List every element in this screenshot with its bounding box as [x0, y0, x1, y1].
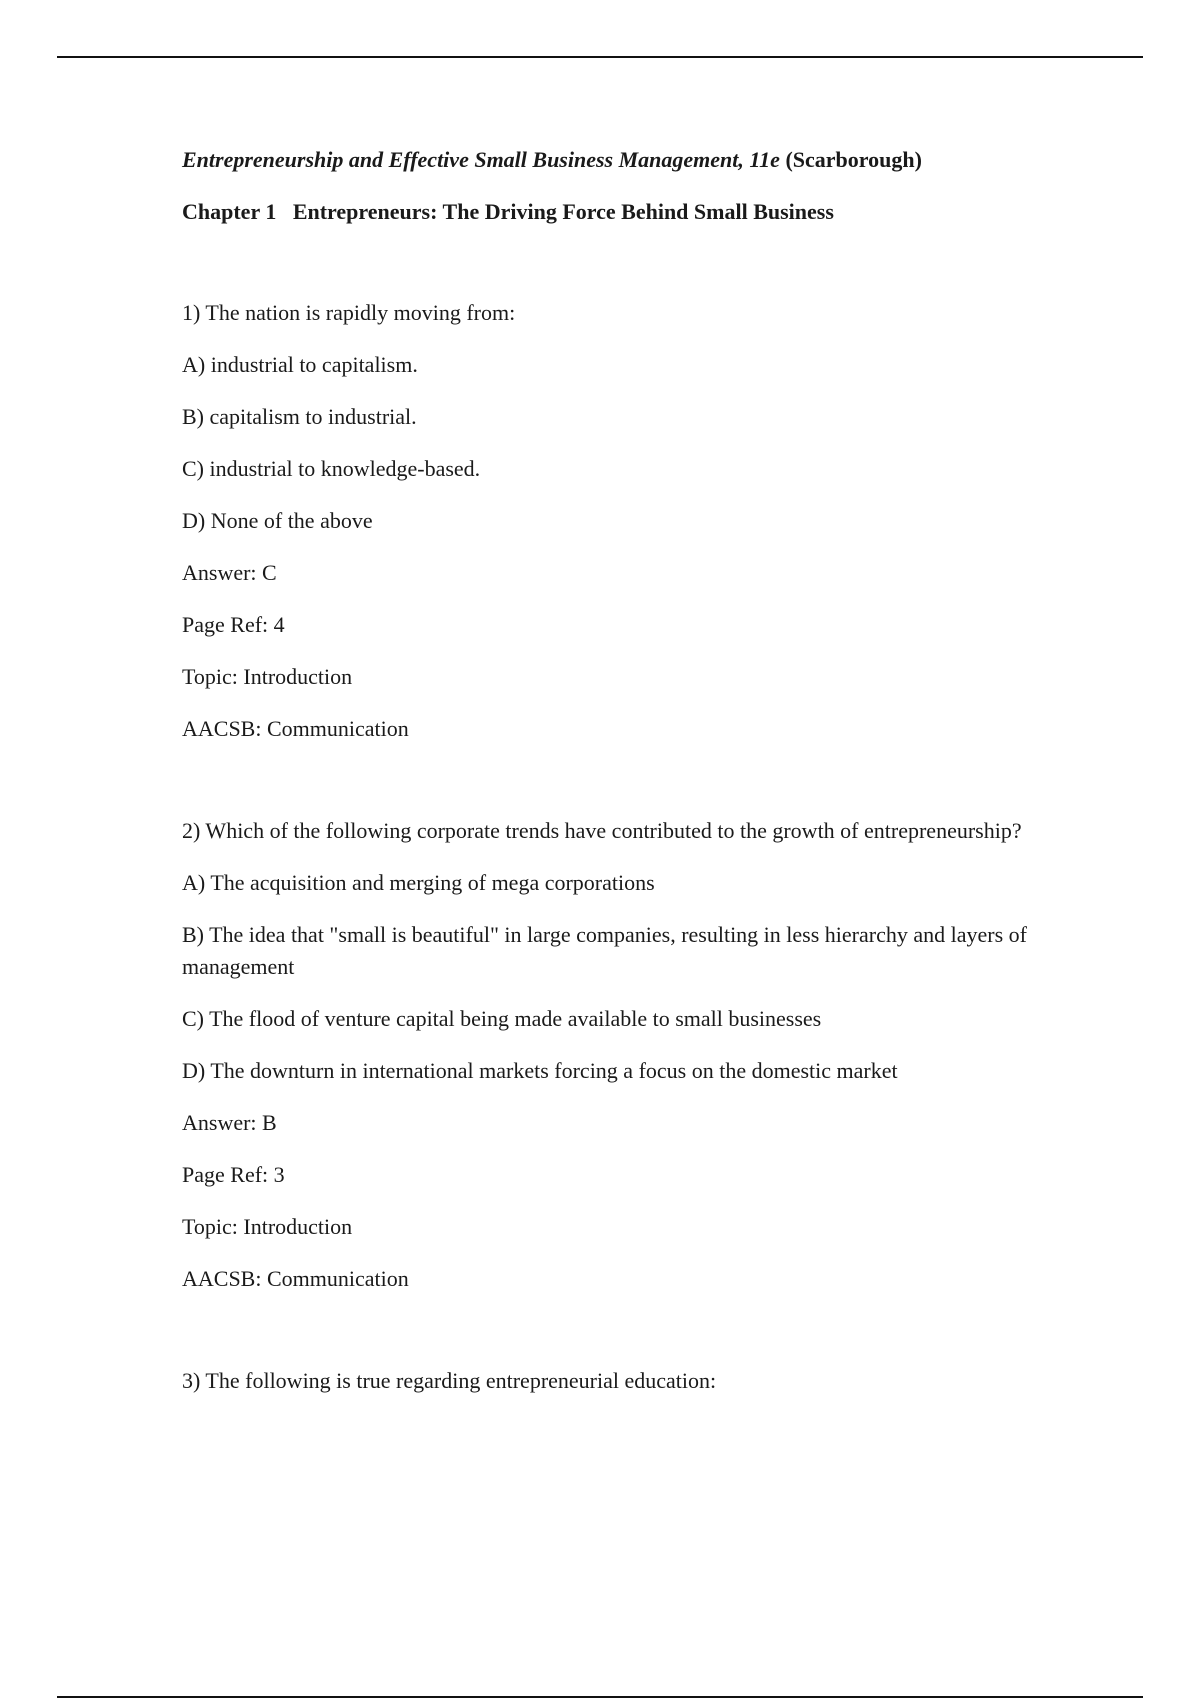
question-2: [182, 815, 1062, 1295]
book-title: [182, 143, 1062, 177]
document-body: [182, 143, 1062, 1397]
question-stem: 3) The following is true regarding entrepreneurial education:: [182, 1368, 717, 1393]
book-title-author: (Scarborough): [779, 147, 922, 172]
option-d: D) The downturn in international markets forcing a focus on the domestic market: [182, 1058, 898, 1083]
top-rule: [57, 56, 1143, 58]
option-b: B) capitalism to industrial.: [182, 404, 417, 429]
book-title-italic: Entrepreneurship and Effective Small Business Management, 11e: [182, 147, 780, 172]
option-a: A) The acquisition and merging of mega corporations: [182, 870, 655, 895]
option-c: C) The flood of venture capital being made available to small businesses: [182, 1006, 822, 1031]
answer: Answer: B: [182, 1110, 277, 1135]
topic: Topic: Introduction: [182, 664, 353, 689]
question-stem: 2) Which of the following corporate trends have contributed to the growth of entrepreneurship?: [182, 818, 1022, 843]
page-ref: Page Ref: 4: [182, 612, 285, 637]
question-stem: 1) The nation is rapidly moving from:: [182, 300, 516, 325]
question-1: [182, 297, 1062, 745]
aacsb: AACSB: Communication: [182, 1266, 409, 1291]
option-a: A) industrial to capitalism.: [182, 352, 418, 377]
option-d: D) None of the above: [182, 508, 373, 533]
option-b: B) The idea that "small is beautiful" in large companies, resulting in less hierarchy and layers of management: [182, 922, 1027, 979]
page-ref: Page Ref: 3: [182, 1162, 285, 1187]
topic: Topic: Introduction: [182, 1214, 353, 1239]
answer: Answer: C: [182, 560, 277, 585]
option-c: C) industrial to knowledge-based.: [182, 456, 481, 481]
question-3: [182, 1365, 1062, 1397]
bottom-rule: [57, 1696, 1143, 1698]
aacsb: AACSB: Communication: [182, 716, 409, 741]
chapter-title: Chapter 1 Entrepreneurs: The Driving Force Behind Small Business: [182, 199, 834, 224]
